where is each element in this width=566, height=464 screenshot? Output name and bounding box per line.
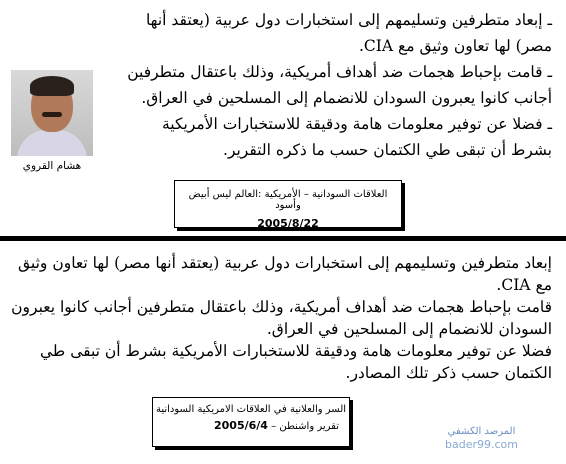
source-title: العلاقات السودانية – الأمريكية :العالم ليس أبيض وأسود (188, 189, 388, 211)
source-date: 2005/6/4 (214, 419, 268, 432)
source-date: 2005/8/22 (257, 217, 319, 230)
site-watermark (445, 425, 518, 451)
watermark-text: المرصد الكشفي (447, 426, 516, 437)
source-citation-box (152, 397, 350, 447)
source-subtitle (153, 419, 349, 432)
source-citation-box (174, 180, 402, 228)
source-outlet: تقرير واشنطن – (271, 421, 339, 432)
bottom-paragraph: إبعاد متطرفين وتسليمهم إلى استخبارات دول عربية (يعتقد أنها مصر) لها تعاون وثيق مع CIA. قامت بإحباط هجمات ضد أهداف أمريكية، وذلك باعتقال متطرفين أجانب كانوا يعبرون السودان للانضمام إلى المسلحين في العراق. فضلا عن توفير معلومات هامة ودقيقة للاستخبارات الأمريكية بشرط أن تبقى طي الكتمان حسب ذكر تلك المصادر. (11, 254, 552, 382)
author-name: هشام القروي (22, 160, 82, 172)
source-title: السر والعلانية في العلاقات الامريكية السودانية (155, 404, 347, 415)
top-paragraph: ـ إبعاد متطرفين وتسليمهم إلى استخبارات دول عربية (يعتقد أنها مصر) لها تعاون وثيق مع CIA. ـ قامت بإحباط هجمات ضد أهداف أمريكية، وذلك باعتقال متطرفين أجانب كانوا يعبرون السودان للانضمام إلى المسلحين في العراق. ـ فضلا عن توفير معلومات هامة ودقيقة للاستخبارات الأمريكية بشرط أن تبقى طي الكتمان حسب ما ذكره التقرير. (127, 11, 552, 159)
author-photo (11, 70, 93, 156)
watermark-site: bader99.com (445, 438, 518, 451)
bottom-excerpt (0, 241, 566, 464)
